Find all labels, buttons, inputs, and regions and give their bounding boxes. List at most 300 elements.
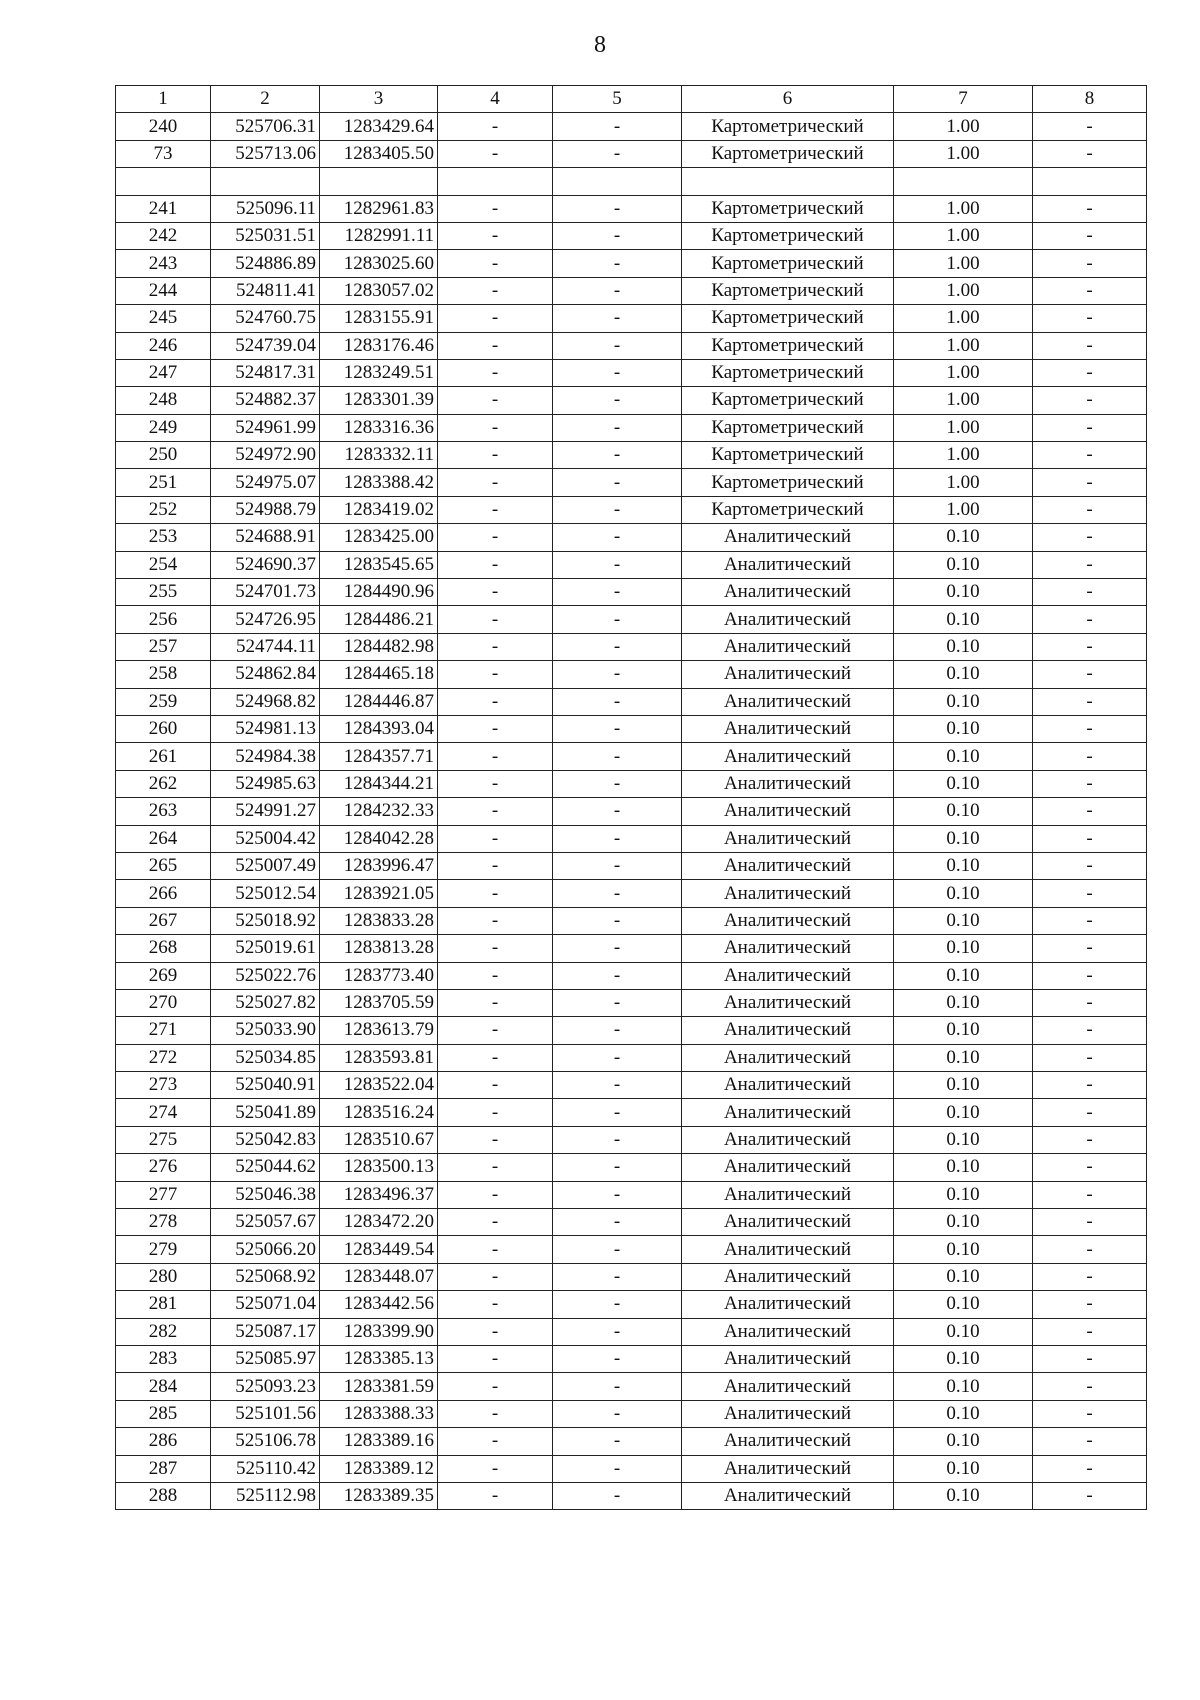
method: Картометрический	[682, 113, 894, 140]
point-number: 240	[116, 113, 211, 140]
column-8-value: -	[1033, 414, 1147, 441]
table-row	[116, 1236, 1147, 1263]
table-row	[116, 852, 1147, 879]
column-8-value: -	[1033, 1017, 1147, 1044]
point-number: 279	[116, 1236, 211, 1263]
column-5-value: -	[553, 880, 682, 907]
table-row	[116, 962, 1147, 989]
x-coordinate: 524701.73	[211, 579, 320, 606]
column-5-value: -	[553, 332, 682, 359]
point-number: 255	[116, 579, 211, 606]
column-5-value: -	[553, 989, 682, 1016]
column-4-value	[438, 168, 553, 195]
column-8-value: -	[1033, 825, 1147, 852]
point-number: 254	[116, 551, 211, 578]
accuracy: 1.00	[894, 113, 1033, 140]
x-coordinate: 524811.41	[211, 277, 320, 304]
accuracy: 1.00	[894, 387, 1033, 414]
column-4-value: -	[438, 1154, 553, 1181]
point-number: 281	[116, 1291, 211, 1318]
column-4-value: -	[438, 496, 553, 523]
accuracy: 0.10	[894, 1017, 1033, 1044]
column-8-value: -	[1033, 770, 1147, 797]
column-5-value: -	[553, 1373, 682, 1400]
column-4-value: -	[438, 1318, 553, 1345]
table-row	[116, 1455, 1147, 1482]
point-number: 250	[116, 442, 211, 469]
method: Картометрический	[682, 250, 894, 277]
method: Картометрический	[682, 496, 894, 523]
column-5-value: -	[553, 633, 682, 660]
y-coordinate: 1284465.18	[320, 661, 438, 688]
accuracy: 0.10	[894, 825, 1033, 852]
x-coordinate: 524688.91	[211, 524, 320, 551]
column-4-value: -	[438, 332, 553, 359]
column-5-value: -	[553, 551, 682, 578]
accuracy: 0.10	[894, 1236, 1033, 1263]
method: Аналитический	[682, 1263, 894, 1290]
column-5-value: -	[553, 277, 682, 304]
accuracy: 0.10	[894, 579, 1033, 606]
accuracy: 0.10	[894, 1482, 1033, 1509]
column-5-value: -	[553, 1072, 682, 1099]
table-row	[116, 469, 1147, 496]
column-5-value: -	[553, 1400, 682, 1427]
column-4-value: -	[438, 140, 553, 167]
column-5-value: -	[553, 140, 682, 167]
x-coordinate: 524984.38	[211, 743, 320, 770]
column-4-value: -	[438, 880, 553, 907]
point-number: 256	[116, 606, 211, 633]
accuracy: 0.10	[894, 1263, 1033, 1290]
method: Аналитический	[682, 1345, 894, 1372]
column-8-value: -	[1033, 1345, 1147, 1372]
column-4-value: -	[438, 852, 553, 879]
column-5-value: -	[553, 1236, 682, 1263]
method: Аналитический	[682, 1181, 894, 1208]
column-5-value: -	[553, 825, 682, 852]
y-coordinate: 1283425.00	[320, 524, 438, 551]
column-5-value: -	[553, 250, 682, 277]
table-row	[116, 277, 1147, 304]
column-5-value: -	[553, 496, 682, 523]
x-coordinate: 525004.42	[211, 825, 320, 852]
point-number: 247	[116, 359, 211, 386]
accuracy: 0.10	[894, 798, 1033, 825]
table-row	[116, 798, 1147, 825]
y-coordinate: 1284490.96	[320, 579, 438, 606]
accuracy: 1.00	[894, 250, 1033, 277]
method: Аналитический	[682, 1099, 894, 1126]
column-4-value: -	[438, 442, 553, 469]
method: Аналитический	[682, 1455, 894, 1482]
column-4-value: -	[438, 387, 553, 414]
method: Аналитический	[682, 1236, 894, 1263]
accuracy: 0.10	[894, 770, 1033, 797]
y-coordinate: 1283388.33	[320, 1400, 438, 1427]
y-coordinate: 1283500.13	[320, 1154, 438, 1181]
y-coordinate: 1283442.56	[320, 1291, 438, 1318]
column-8-value: -	[1033, 551, 1147, 578]
table-row	[116, 332, 1147, 359]
x-coordinate: 524882.37	[211, 387, 320, 414]
table-row	[116, 359, 1147, 386]
column-5-value: -	[553, 1017, 682, 1044]
column-4-value: -	[438, 606, 553, 633]
method: Картометрический	[682, 305, 894, 332]
column-4-value: -	[438, 1455, 553, 1482]
column-8-value: -	[1033, 962, 1147, 989]
column-5-value: -	[553, 1345, 682, 1372]
point-number: 272	[116, 1044, 211, 1071]
column-8-value: -	[1033, 222, 1147, 249]
column-4-value: -	[438, 1263, 553, 1290]
method: Аналитический	[682, 1044, 894, 1071]
accuracy: 0.10	[894, 907, 1033, 934]
column-header: 7	[894, 86, 1033, 113]
point-number: 285	[116, 1400, 211, 1427]
column-5-value: -	[553, 1455, 682, 1482]
x-coordinate: 524862.84	[211, 661, 320, 688]
column-8-value: -	[1033, 606, 1147, 633]
column-5-value: -	[553, 688, 682, 715]
method: Аналитический	[682, 1482, 894, 1509]
accuracy: 0.10	[894, 1209, 1033, 1236]
accuracy: 0.10	[894, 1373, 1033, 1400]
accuracy: 0.10	[894, 715, 1033, 742]
column-5-value: -	[553, 359, 682, 386]
table-row	[116, 633, 1147, 660]
column-4-value: -	[438, 277, 553, 304]
point-number: 253	[116, 524, 211, 551]
method: Аналитический	[682, 852, 894, 879]
y-coordinate: 1283522.04	[320, 1072, 438, 1099]
y-coordinate: 1282961.83	[320, 195, 438, 222]
x-coordinate: 525066.20	[211, 1236, 320, 1263]
table-row	[116, 1181, 1147, 1208]
y-coordinate: 1283516.24	[320, 1099, 438, 1126]
x-coordinate: 524975.07	[211, 469, 320, 496]
y-coordinate: 1283389.16	[320, 1428, 438, 1455]
method: Картометрический	[682, 222, 894, 249]
x-coordinate: 524991.27	[211, 798, 320, 825]
y-coordinate: 1283613.79	[320, 1017, 438, 1044]
column-8-value: -	[1033, 113, 1147, 140]
point-number: 252	[116, 496, 211, 523]
method: Картометрический	[682, 332, 894, 359]
method: Аналитический	[682, 1154, 894, 1181]
column-4-value: -	[438, 551, 553, 578]
y-coordinate: 1283496.37	[320, 1181, 438, 1208]
point-number: 266	[116, 880, 211, 907]
x-coordinate: 524760.75	[211, 305, 320, 332]
column-8-value: -	[1033, 935, 1147, 962]
table-row	[116, 715, 1147, 742]
y-coordinate: 1283389.12	[320, 1455, 438, 1482]
column-4-value: -	[438, 935, 553, 962]
method: Аналитический	[682, 743, 894, 770]
table-row	[116, 442, 1147, 469]
table-row	[116, 524, 1147, 551]
column-5-value: -	[553, 1099, 682, 1126]
method: Картометрический	[682, 195, 894, 222]
column-4-value: -	[438, 414, 553, 441]
method: Картометрический	[682, 414, 894, 441]
x-coordinate: 525018.92	[211, 907, 320, 934]
column-4-value: -	[438, 469, 553, 496]
column-4-value: -	[438, 1482, 553, 1509]
column-5-value: -	[553, 1209, 682, 1236]
table-row	[116, 1291, 1147, 1318]
y-coordinate: 1283057.02	[320, 277, 438, 304]
point-number: 244	[116, 277, 211, 304]
y-coordinate: 1283593.81	[320, 1044, 438, 1071]
column-8-value	[1033, 168, 1147, 195]
method: Аналитический	[682, 770, 894, 797]
column-5-value: -	[553, 387, 682, 414]
column-5-value: -	[553, 715, 682, 742]
method: Аналитический	[682, 551, 894, 578]
y-coordinate: 1283419.02	[320, 496, 438, 523]
point-number: 242	[116, 222, 211, 249]
accuracy: 0.10	[894, 1345, 1033, 1372]
method: Картометрический	[682, 387, 894, 414]
x-coordinate: 524988.79	[211, 496, 320, 523]
column-5-value: -	[553, 579, 682, 606]
table-row	[116, 1263, 1147, 1290]
column-8-value: -	[1033, 1400, 1147, 1427]
method: Аналитический	[682, 1400, 894, 1427]
x-coordinate: 525706.31	[211, 113, 320, 140]
column-5-value: -	[553, 1318, 682, 1345]
column-8-value: -	[1033, 195, 1147, 222]
method: Картометрический	[682, 442, 894, 469]
x-coordinate: 525085.97	[211, 1345, 320, 1372]
column-8-value: -	[1033, 359, 1147, 386]
method: Картометрический	[682, 140, 894, 167]
x-coordinate: 525112.98	[211, 1482, 320, 1509]
column-4-value: -	[438, 222, 553, 249]
accuracy: 0.10	[894, 962, 1033, 989]
column-8-value: -	[1033, 496, 1147, 523]
method: Картометрический	[682, 277, 894, 304]
point-number: 275	[116, 1126, 211, 1153]
accuracy: 0.10	[894, 606, 1033, 633]
column-8-value: -	[1033, 1126, 1147, 1153]
method: Аналитический	[682, 880, 894, 907]
x-coordinate: 525041.89	[211, 1099, 320, 1126]
point-number: 278	[116, 1209, 211, 1236]
column-8-value: -	[1033, 1072, 1147, 1099]
column-4-value: -	[438, 743, 553, 770]
column-4-value: -	[438, 825, 553, 852]
accuracy: 1.00	[894, 222, 1033, 249]
x-coordinate: 524972.90	[211, 442, 320, 469]
column-4-value: -	[438, 1428, 553, 1455]
y-coordinate: 1284344.21	[320, 770, 438, 797]
table-row	[116, 606, 1147, 633]
table-row	[116, 222, 1147, 249]
column-8-value: -	[1033, 1209, 1147, 1236]
accuracy: 0.10	[894, 633, 1033, 660]
point-number: 267	[116, 907, 211, 934]
x-coordinate	[211, 168, 320, 195]
accuracy: 0.10	[894, 989, 1033, 1016]
accuracy: 1.00	[894, 469, 1033, 496]
point-number: 282	[116, 1318, 211, 1345]
column-8-value: -	[1033, 880, 1147, 907]
method: Аналитический	[682, 907, 894, 934]
column-4-value: -	[438, 633, 553, 660]
column-4-value: -	[438, 1044, 553, 1071]
column-5-value: -	[553, 524, 682, 551]
column-4-value: -	[438, 359, 553, 386]
method: Аналитический	[682, 962, 894, 989]
accuracy: 0.10	[894, 1428, 1033, 1455]
column-8-value: -	[1033, 852, 1147, 879]
method: Картометрический	[682, 359, 894, 386]
column-4-value: -	[438, 579, 553, 606]
table-row	[116, 414, 1147, 441]
accuracy: 0.10	[894, 935, 1033, 962]
table-row	[116, 1154, 1147, 1181]
column-8-value: -	[1033, 1373, 1147, 1400]
table-row	[116, 305, 1147, 332]
x-coordinate: 524968.82	[211, 688, 320, 715]
point-number: 283	[116, 1345, 211, 1372]
accuracy: 0.10	[894, 1181, 1033, 1208]
x-coordinate: 525031.51	[211, 222, 320, 249]
column-5-value	[553, 168, 682, 195]
column-8-value: -	[1033, 277, 1147, 304]
x-coordinate: 524817.31	[211, 359, 320, 386]
column-5-value: -	[553, 1482, 682, 1509]
column-5-value: -	[553, 743, 682, 770]
y-coordinate: 1283833.28	[320, 907, 438, 934]
column-header: 4	[438, 86, 553, 113]
point-number: 262	[116, 770, 211, 797]
table-row	[116, 1428, 1147, 1455]
table-row	[116, 1126, 1147, 1153]
column-4-value: -	[438, 1400, 553, 1427]
accuracy: 1.00	[894, 332, 1033, 359]
column-5-value: -	[553, 606, 682, 633]
column-4-value: -	[438, 715, 553, 742]
accuracy: 0.10	[894, 1044, 1033, 1071]
column-4-value: -	[438, 250, 553, 277]
y-coordinate: 1284393.04	[320, 715, 438, 742]
point-number: 270	[116, 989, 211, 1016]
accuracy: 0.10	[894, 551, 1033, 578]
method: Аналитический	[682, 1126, 894, 1153]
x-coordinate: 525087.17	[211, 1318, 320, 1345]
method: Аналитический	[682, 1209, 894, 1236]
point-number: 249	[116, 414, 211, 441]
column-8-value: -	[1033, 579, 1147, 606]
accuracy: 1.00	[894, 277, 1033, 304]
column-5-value: -	[553, 1291, 682, 1318]
column-5-value: -	[553, 770, 682, 797]
column-5-value: -	[553, 962, 682, 989]
column-5-value: -	[553, 442, 682, 469]
method: Аналитический	[682, 1428, 894, 1455]
point-number: 248	[116, 387, 211, 414]
method: Аналитический	[682, 1318, 894, 1345]
column-5-value: -	[553, 907, 682, 934]
y-coordinate: 1283472.20	[320, 1209, 438, 1236]
column-5-value: -	[553, 1428, 682, 1455]
y-coordinate: 1284486.21	[320, 606, 438, 633]
accuracy: 1.00	[894, 496, 1033, 523]
table-header-row	[116, 86, 1147, 113]
column-8-value: -	[1033, 387, 1147, 414]
column-8-value: -	[1033, 332, 1147, 359]
point-number: 286	[116, 1428, 211, 1455]
accuracy: 0.10	[894, 1072, 1033, 1099]
x-coordinate: 525027.82	[211, 989, 320, 1016]
column-4-value: -	[438, 1345, 553, 1372]
method: Аналитический	[682, 798, 894, 825]
table-row	[116, 1099, 1147, 1126]
x-coordinate: 525071.04	[211, 1291, 320, 1318]
column-4-value: -	[438, 1072, 553, 1099]
column-5-value: -	[553, 798, 682, 825]
column-4-value: -	[438, 113, 553, 140]
accuracy	[894, 168, 1033, 195]
column-5-value: -	[553, 414, 682, 441]
y-coordinate: 1283429.64	[320, 113, 438, 140]
x-coordinate: 525096.11	[211, 195, 320, 222]
column-5-value: -	[553, 195, 682, 222]
column-4-value: -	[438, 1181, 553, 1208]
y-coordinate: 1283405.50	[320, 140, 438, 167]
y-coordinate: 1283316.36	[320, 414, 438, 441]
x-coordinate: 525110.42	[211, 1455, 320, 1482]
y-coordinate: 1283155.91	[320, 305, 438, 332]
table-row	[116, 880, 1147, 907]
x-coordinate: 525034.85	[211, 1044, 320, 1071]
y-coordinate: 1282991.11	[320, 222, 438, 249]
column-4-value: -	[438, 1017, 553, 1044]
x-coordinate: 524985.63	[211, 770, 320, 797]
column-4-value: -	[438, 1209, 553, 1236]
method: Аналитический	[682, 1291, 894, 1318]
table-row	[116, 1482, 1147, 1509]
y-coordinate: 1283996.47	[320, 852, 438, 879]
point-number: 73	[116, 140, 211, 167]
y-coordinate: 1284232.33	[320, 798, 438, 825]
point-number: 271	[116, 1017, 211, 1044]
column-8-value: -	[1033, 743, 1147, 770]
column-8-value: -	[1033, 1236, 1147, 1263]
column-8-value: -	[1033, 1428, 1147, 1455]
page-number: 8	[594, 32, 606, 58]
table-row	[116, 1345, 1147, 1372]
column-5-value: -	[553, 1263, 682, 1290]
y-coordinate: 1283381.59	[320, 1373, 438, 1400]
accuracy: 0.10	[894, 1291, 1033, 1318]
table-row	[116, 770, 1147, 797]
y-coordinate: 1283388.42	[320, 469, 438, 496]
point-number: 277	[116, 1181, 211, 1208]
column-4-value: -	[438, 661, 553, 688]
y-coordinate: 1284446.87	[320, 688, 438, 715]
column-4-value: -	[438, 305, 553, 332]
y-coordinate: 1283705.59	[320, 989, 438, 1016]
table-row	[116, 1017, 1147, 1044]
column-8-value: -	[1033, 1099, 1147, 1126]
x-coordinate: 524690.37	[211, 551, 320, 578]
